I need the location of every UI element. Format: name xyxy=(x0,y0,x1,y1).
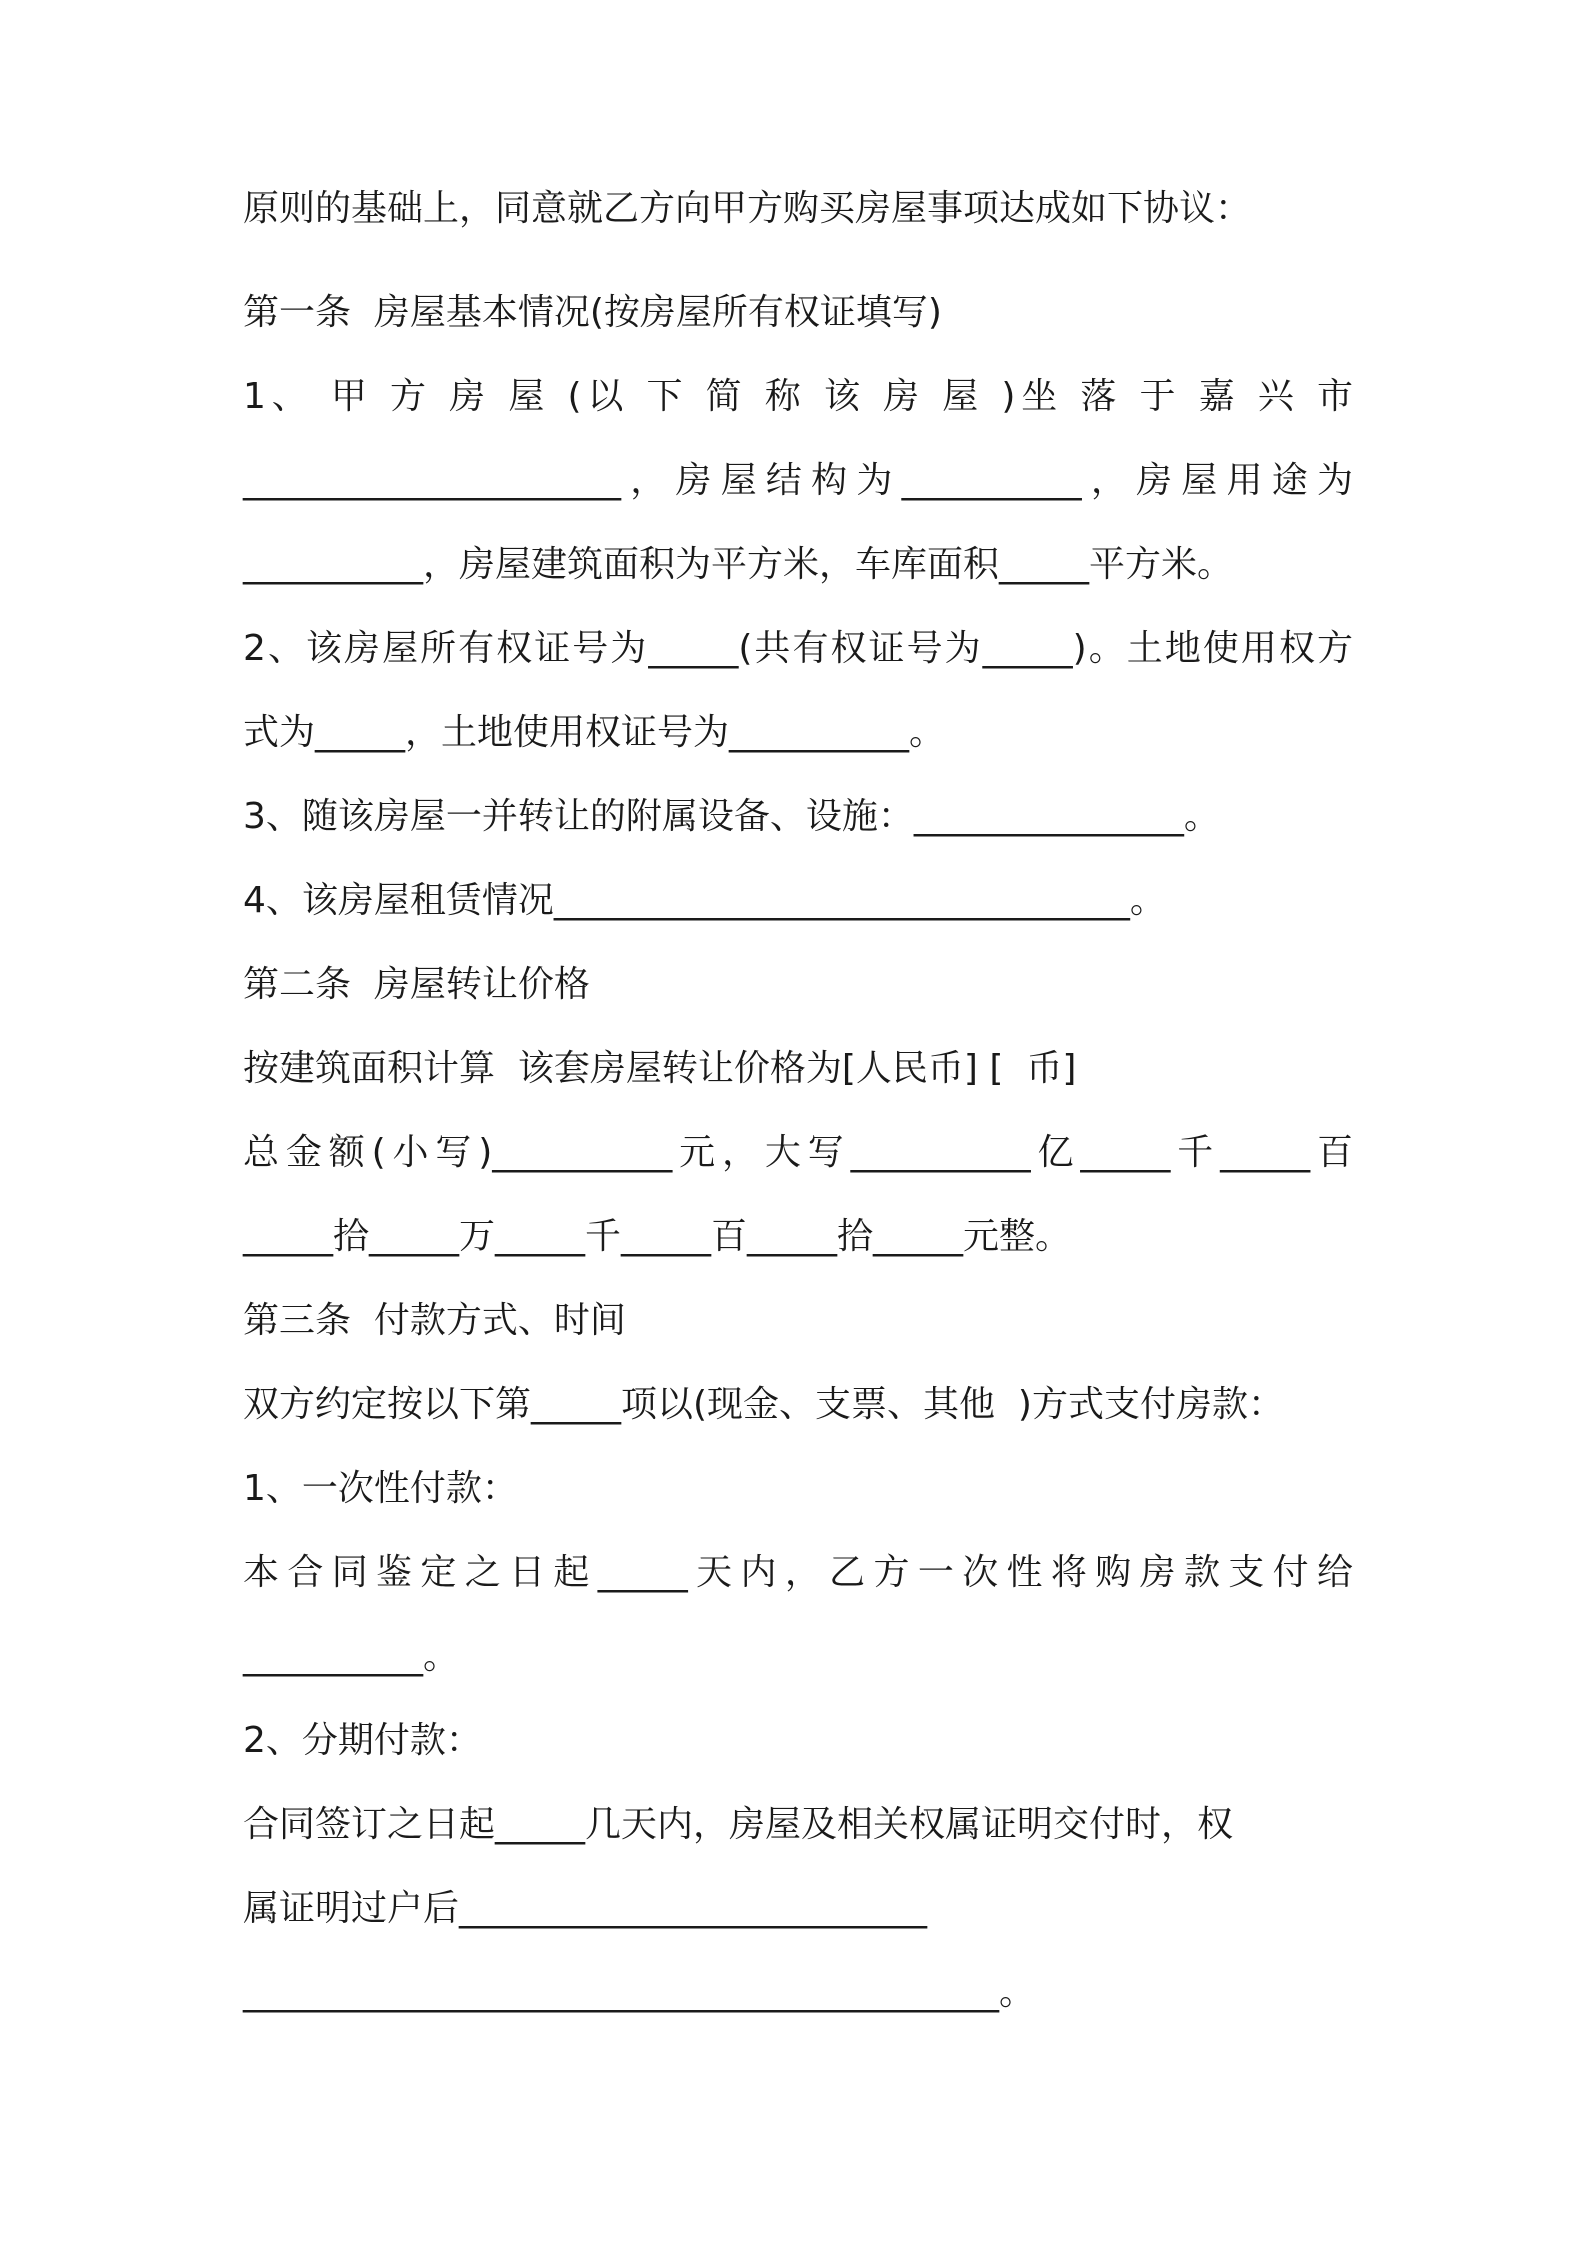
paragraph-line: 按建筑面积计算 该套房屋转让价格为[人民币] [ 币] xyxy=(243,1048,1077,1089)
paragraph-line: 1、 甲 方 房 屋 (以 下 简 称 该 房 屋 )坐 落 于 嘉 兴 市 xyxy=(243,376,1353,417)
paragraph-line: 双方约定按以下第_____项以(现金、支票、其他 )方式支付房款： xyxy=(243,1384,1284,1425)
article-heading: 第三条 付款方式、时间 xyxy=(243,1300,626,1341)
paragraph-line: 3、随该房屋一并转让的附属设备、设施：_______________。 xyxy=(243,796,1220,837)
paragraph-line: 2、该房屋所有权证号为_____(共有权证号为_____)。土地使用权方 xyxy=(243,628,1353,669)
paragraph-line: 本合同鉴定之日起_____天内，乙方一次性将购房款支付给 xyxy=(243,1552,1353,1593)
paragraph-line: _____________________，房屋结构为__________，房屋用途为 xyxy=(243,460,1353,501)
paragraph-line: 2、分期付款： xyxy=(243,1720,482,1761)
paragraph-line: 属证明过户后__________________________ xyxy=(243,1888,928,1929)
article-heading: 第二条 房屋转让价格 xyxy=(243,964,590,1005)
paragraph-line: 1、一次性付款： xyxy=(243,1468,518,1509)
paragraph-line: 合同签订之日起_____几天内，房屋及相关权属证明交付时，权 xyxy=(243,1804,1234,1845)
paragraph-line: _____拾_____万_____千_____百_____拾_____元整。 xyxy=(243,1216,1072,1257)
paragraph-line: __________。 xyxy=(243,1636,460,1677)
paragraph-line: 总金额(小写)__________元，大写__________亿_____千_____百 xyxy=(243,1132,1353,1173)
paragraph-line: 原则的基础上，同意就乙方向甲方购买房屋事项达成如下协议： xyxy=(243,188,1252,229)
paragraph-line: 4、该房屋租赁情况________________________________。 xyxy=(243,880,1166,921)
paragraph-line: __________________________________________。 xyxy=(243,1972,1035,2013)
article-heading: 第一条 房屋基本情况(按房屋所有权证填写) xyxy=(243,292,942,333)
paragraph-line: __________，房屋建筑面积为平方米，车库面积_____平方米。 xyxy=(243,544,1234,585)
paragraph-line: 式为_____，土地使用权证号为__________。 xyxy=(243,712,946,753)
